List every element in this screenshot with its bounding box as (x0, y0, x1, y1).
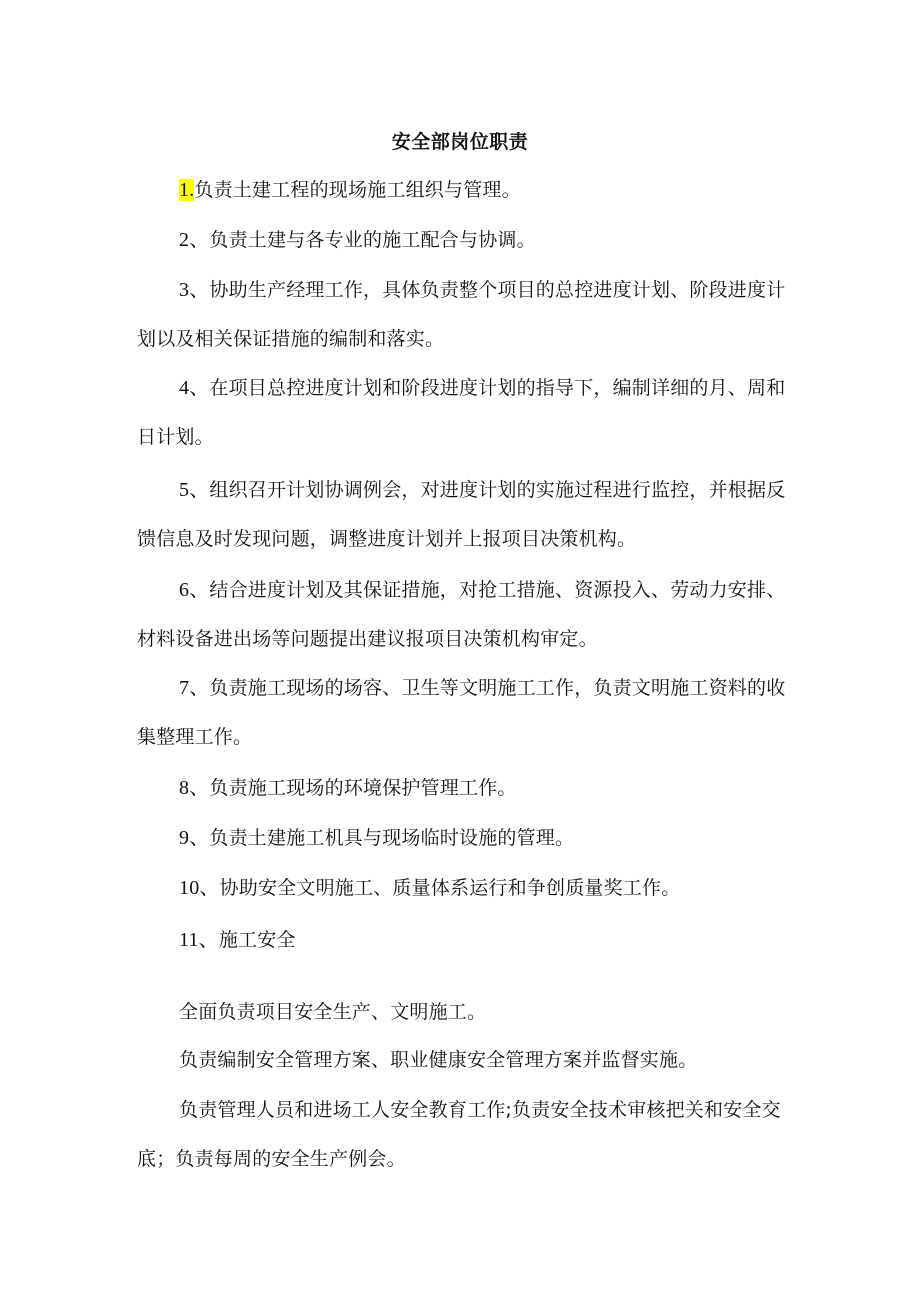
duty-item-text: 协助生产经理工作，具体负责整个项目的总控进度计划、阶段进度计划以及相关保证措施的编制和落实。 (137, 279, 786, 350)
duty-item-number: 5、 (179, 479, 210, 501)
duty-item-5 (137, 466, 787, 564)
document-title: 安全部岗位职责 (391, 131, 529, 153)
highlighted-item-number: 1. (179, 179, 195, 201)
duty-item-text: 施工安全 (218, 929, 296, 951)
duty-item-number: 11、 (179, 929, 219, 951)
duty-item-7 (137, 664, 787, 762)
duty-item-text: 负责土建施工机具与现场临时设施的管理。 (209, 827, 575, 849)
duty-item-text: 结合进度计划及其保证措施，对抢工措施、资源投入、劳动力安排、材料设备进出场等问题提出建议报项目决策机构审定。 (137, 579, 786, 650)
duty-item-number: 10、 (179, 877, 220, 899)
duty-item-number: 3、 (179, 279, 210, 301)
duty-item-text: 负责土建工程的现场施工组织与管理。 (194, 179, 521, 201)
duty-item-number: 8、 (179, 777, 210, 799)
duty-item-number: 2、 (179, 229, 210, 251)
duty-item-10 (137, 864, 787, 913)
duty-item-text: 负责施工现场的场容、卫生等文明施工工作，负责文明施工资料的收集整理工作。 (137, 677, 786, 748)
duty-item-number: 4、 (179, 377, 210, 399)
duty-item-9 (137, 814, 787, 863)
duty-item-6 (137, 566, 787, 664)
safety-paragraph-1: 全面负责项目安全生产、文明施工。 (179, 1001, 487, 1023)
duty-item-text: 协助安全文明施工、质量体系运行和争创质量奖工作。 (219, 877, 681, 899)
duty-item-11 (137, 916, 787, 965)
duty-item-text: 负责土建与各专业的施工配合与协调。 (209, 229, 536, 251)
duty-item-8 (137, 764, 787, 813)
duty-item-3 (137, 266, 787, 364)
duty-item-number: 7、 (179, 677, 210, 699)
duty-item-1 (137, 166, 787, 215)
duty-item-text: 在项目总控进度计划和阶段进度计划的指导下，编制详细的月、周和日计划。 (137, 377, 786, 448)
duty-item-2 (137, 216, 787, 265)
duty-item-text: 负责施工现场的环境保护管理工作。 (209, 777, 517, 799)
safety-paragraph-2: 负责编制安全管理方案、职业健康安全管理方案并监督实施。 (179, 1049, 698, 1071)
duty-item-number: 9、 (179, 827, 210, 849)
duty-item-number: 6、 (179, 579, 210, 601)
duty-item-4 (137, 364, 787, 462)
safety-paragraph-3: 负责管理人员和进场工人安全教育工作;负责安全技术审核把关和安全交底；负责每周的安全生产例会。 (137, 1099, 781, 1170)
duty-item-text: 组织召开计划协调例会，对进度计划的实施过程进行监控，并根据反馈信息及时发现问题，调整进度计划并上报项目决策机构。 (137, 479, 786, 550)
